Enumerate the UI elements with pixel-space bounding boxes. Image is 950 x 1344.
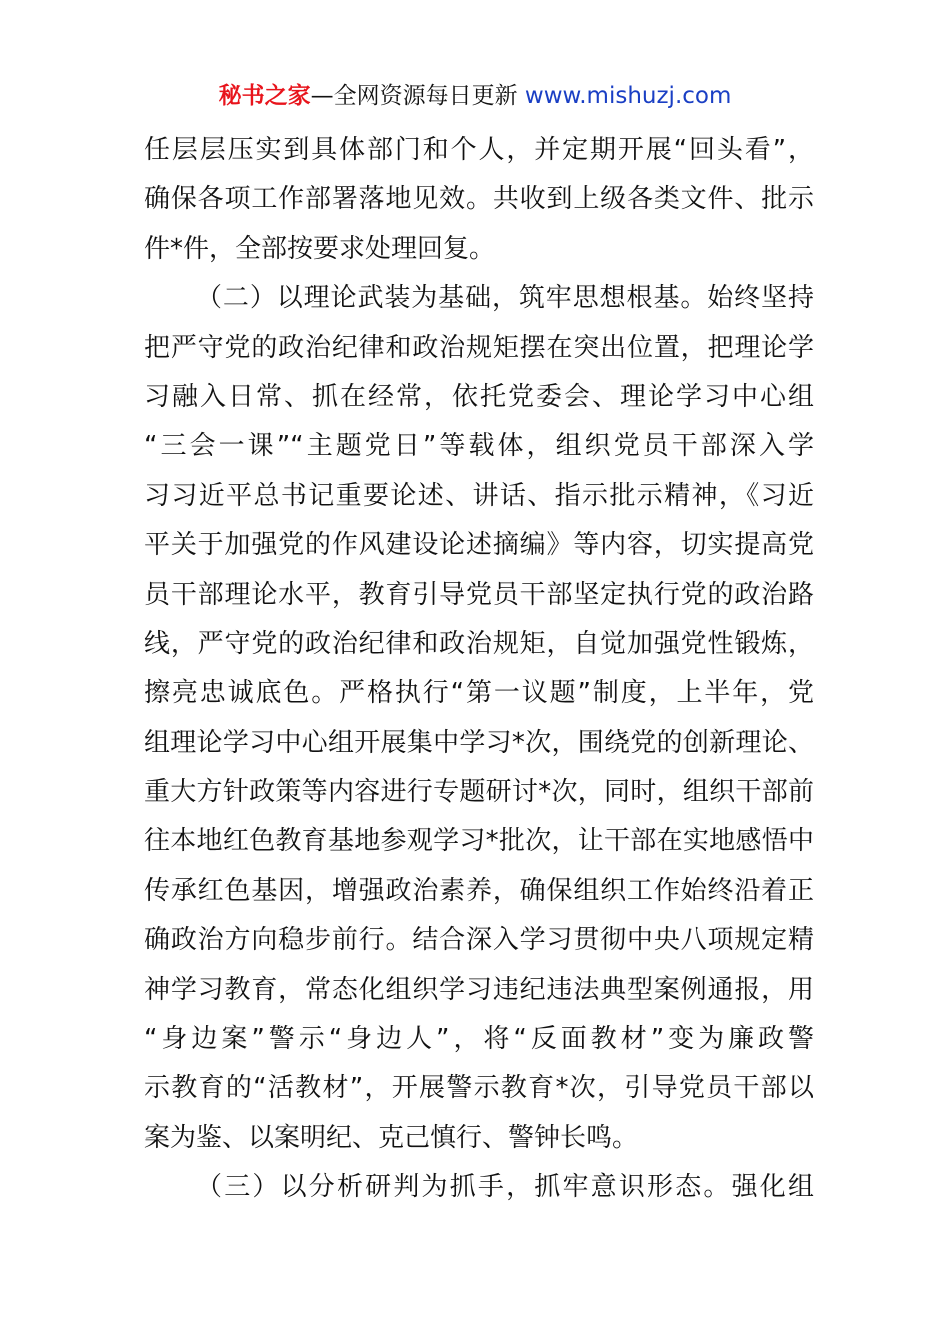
text-line: 传承红色基因，增强政治素养，确保组织工作始终沿着正 <box>144 875 814 906</box>
text-line: 神学习教育，常态化组织学习违纪违法典型案例通报，用 <box>144 974 814 1005</box>
site-url[interactable]: www.mishuzj.com <box>524 83 732 109</box>
text-line: 把严守党的政治纪律和政治规矩摆在突出位置，把理论学 <box>144 332 814 363</box>
text-line: 平关于加强党的作风建设论述摘编》等内容，切实提高党 <box>144 530 814 561</box>
header-tagline: —全网资源每日更新 <box>310 83 525 109</box>
text-line: “身边案”警示“身边人”，将“反面教材”变为廉政警 <box>144 1024 814 1055</box>
paragraph-start-line: （二）以理论武装为基础，筑牢思想根基。始终坚持 <box>196 283 814 314</box>
text-line: 任层层压实到具体部门和个人，并定期开展“回头看”， <box>144 135 814 165</box>
text-line: “三会一课”“主题党日”等载体，组织党员干部深入学 <box>144 431 814 462</box>
document-body <box>144 126 814 1213</box>
text-line: 习习近平总书记重要论述、讲话、指示批示精神，《习近 <box>144 480 814 511</box>
text-line: 往本地红色教育基地参观学习*批次，让干部在实地感悟中 <box>144 826 814 857</box>
brand-name: 秘书之家 <box>218 83 311 109</box>
text-line: 案为鉴、以案明纪、克己慎行、警钟长鸣。 <box>144 1122 639 1153</box>
text-line: 员干部理论水平，教育引导党员干部坚定执行党的政治路 <box>144 579 814 610</box>
text-line: 件*件，全部按要求处理回复。 <box>144 233 496 264</box>
text-line: 确政治方向稳步前行。结合深入学习贯彻中央八项规定精 <box>144 925 814 956</box>
text-line: 重大方针政策等内容进行专题研讨*次，同时，组织干部前 <box>144 777 814 808</box>
text-line: 擦亮忠诚底色。严格执行“第一议题”制度，上半年，党 <box>144 678 814 709</box>
text-line: 线，严守党的政治纪律和政治规矩，自觉加强党性锻炼， <box>144 628 814 659</box>
text-line: 组理论学习中心组开展集中学习*次，围绕党的创新理论、 <box>144 727 814 758</box>
paragraph-start-line: （三）以分析研判为抓手，抓牢意识形态。强化组 <box>196 1172 814 1203</box>
page-header <box>0 80 950 112</box>
text-line: 示教育的“活教材”，开展警示教育*次，引导党员干部以 <box>144 1073 814 1104</box>
text-line: 习融入日常、抓在经常，依托党委会、理论学习中心组 <box>144 381 814 412</box>
text-line: 确保各项工作部署落地见效。共收到上级各类文件、批示 <box>144 184 814 215</box>
